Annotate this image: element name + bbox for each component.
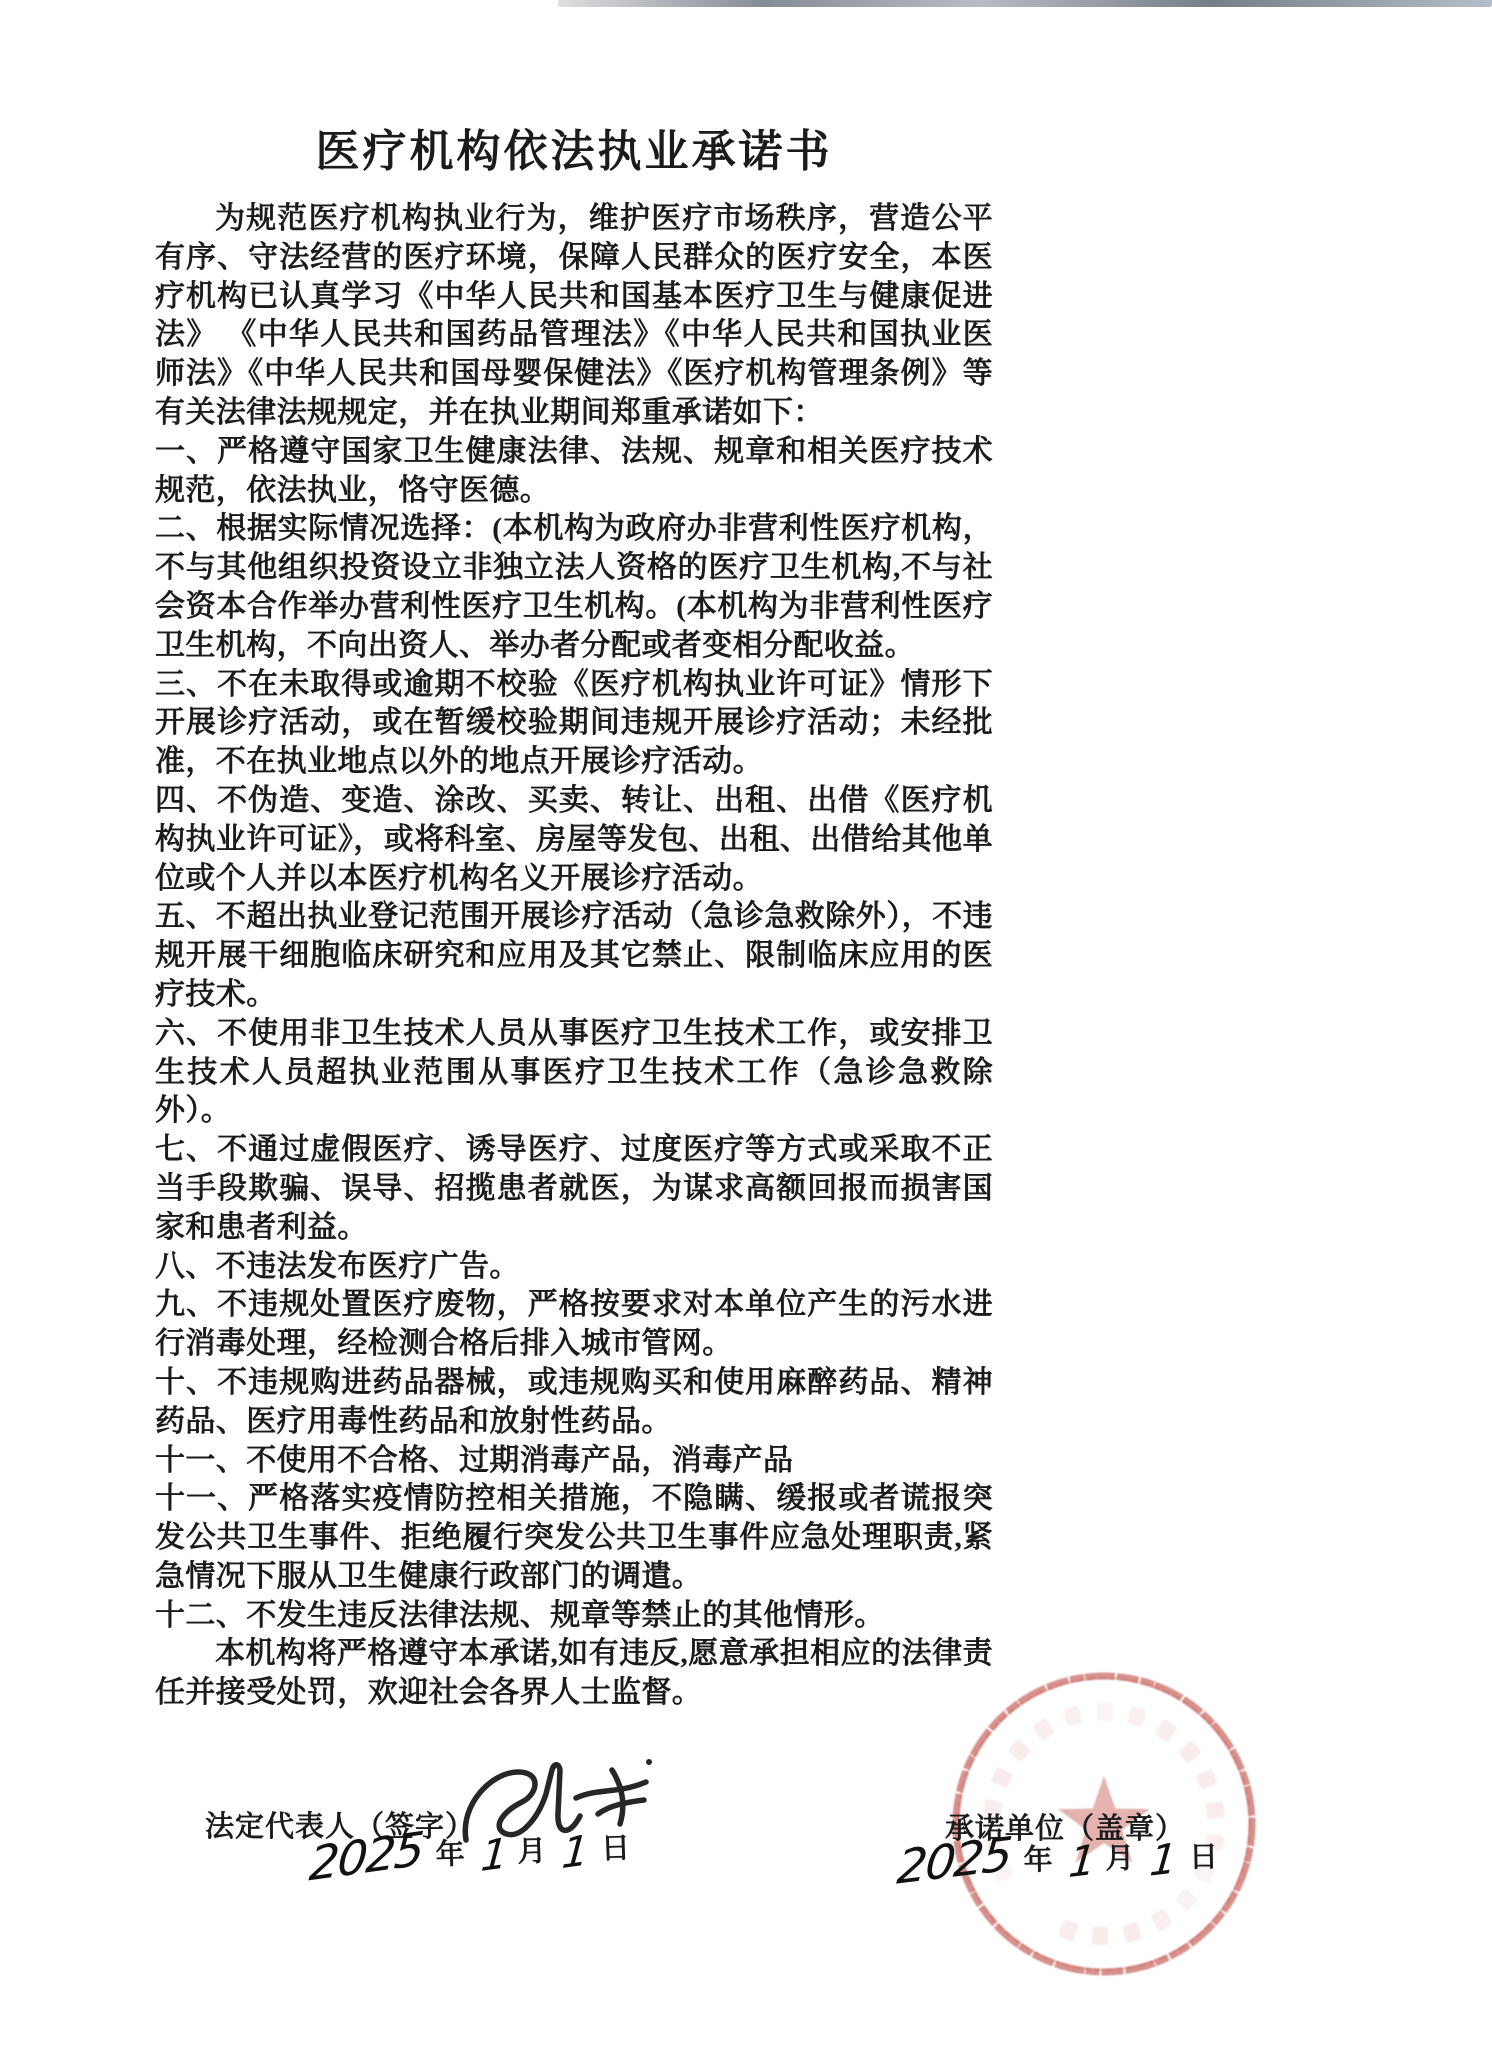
body-paragraph: 一、严格遵守国家卫生健康法律、法规、规章和相关医疗技术规范，依法执业，恪守医德。 (155, 434, 993, 507)
scan-edge-artifact (558, 0, 1492, 7)
document-title: 医疗机构依法执业承诺书 (315, 127, 833, 176)
body-paragraph: 五、不超出执业登记范围开展诊疗活动（急诊急救除外），不违规开展干细胞临床研究和应用及其它禁止、限制临床应用的医疗技术。 (155, 900, 993, 1011)
body-paragraph: 七、不通过虚假医疗、诱导医疗、过度医疗等方式或采取不正当手段欺骗、误导、招揽患者就医，为谋求高额回报而损害国家和患者利益。 (155, 1133, 993, 1244)
body-paragraph: 二、根据实际情况选择：(本机构为政府办非营利性医疗机构，不与其他组织投资设立非独立法人资格的医疗卫生机构,不与社会资本合作举办营利性医疗卫生机构。(本机构为非营利性医疗卫生机构，不向出资人、举办者分配或者变相分配收益。 (155, 512, 993, 662)
left-day-unit: 日 (600, 1832, 631, 1866)
left-month-handwritten: 1 (478, 1828, 510, 1881)
body-paragraph: 十一、不使用不合格、过期消毒产品，消毒产品 (155, 1443, 794, 1477)
paragraph-list (155, 200, 993, 1713)
body-paragraph: 为规范医疗机构执业行为，维护医疗市场秩序，营造公平有序、守法经营的医疗环境，保障人民群众的医疗安全，本医疗机构已认真学习《中华人民共和国基本医疗卫生与健康促进法》 《中华人民共和国药品管理法》《中华人民共和国执业医师法》《中华人民共和国母婴保健法》《医疗机构管理条例》等有关法律法规规定，并在执业期间郑重承诺如下： (155, 202, 993, 429)
right-day-handwritten: 1 (1148, 1833, 1180, 1886)
body-paragraph: 六、不使用非卫生技术人员从事医疗卫生技术工作，或安排卫生技术人员超执业范围从事医疗卫生技术工作（急诊急救除外）。 (155, 1016, 993, 1128)
document-content (155, 120, 993, 1713)
left-year-unit: 年 (435, 1838, 466, 1872)
right-month-handwritten: 1 (1066, 1835, 1098, 1888)
legal-representative-label: 法定代表人（签字） (205, 1811, 476, 1843)
body-paragraph: 八、不违法发布医疗广告。 (155, 1249, 520, 1283)
right-day-unit: 日 (1188, 1841, 1219, 1874)
left-day-handwritten: 1 (560, 1825, 592, 1879)
committing-unit-label: 承诺单位（盖章） (945, 1813, 1186, 1845)
right-year-unit: 年 (1023, 1844, 1053, 1877)
body-paragraph: 三、不在未取得或逾期不校验《医疗机构执业许可证》情形下开展诊疗活动，或在暂缓校验期间违规开展诊疗活动；未经批准，不在执业地点以外的地点开展诊疗活动。 (155, 667, 993, 779)
body-paragraph: 十一、严格落实疫情防控相关措施，不隐瞒、缓报或者谎报突发公共卫生事件、拒绝履行突发公共卫生事件应急处理职责,紧急情况下服从卫生健康行政部门的调遣。 (155, 1482, 993, 1593)
right-month-unit: 月 (1105, 1842, 1135, 1876)
left-date (307, 1821, 631, 1893)
body-paragraph: 四、不伪造、变造、涂改、买卖、转让、出租、出借《医疗机构执业许可证》，或将科室、房屋等发包、出租、出借给其他单位或个人并以本医疗机构名义开展诊疗活动。 (155, 783, 993, 895)
body-paragraph: 九、不违规处置医疗废物，严格按要求对本单位产生的污水进行消毒处理，经检测合格后排入城市管网。 (155, 1288, 993, 1361)
left-month-unit: 月 (516, 1835, 547, 1869)
body-paragraph: 本机构将严格遵守本承诺,如有违反,愿意承担相应的法律责任并接受处罚，欢迎社会各界人士监督。 (155, 1637, 993, 1710)
left-year-handwritten: 2025 (307, 1821, 425, 1893)
body-paragraph: 十、不违规购进药品器械，或违规购买和使用麻醉药品、精神药品、医疗用毒性药品和放射性药品。 (155, 1365, 993, 1438)
body-paragraph: 十二、不发生违反法律法规、规章等禁止的其他情形。 (155, 1598, 885, 1632)
right-year-handwritten: 2025 (894, 1827, 1013, 1896)
